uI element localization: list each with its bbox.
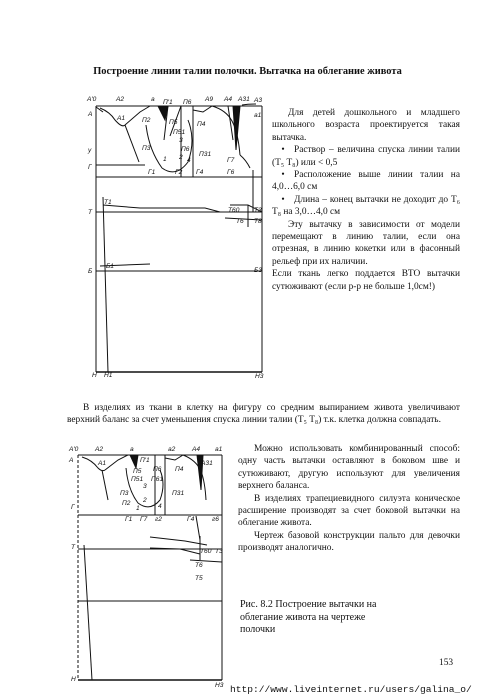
source-url: http://www.liveinternet.ru/users/galina_o/: [230, 684, 472, 695]
label-y: у: [88, 147, 92, 154]
label-A0p: A′0: [87, 96, 97, 103]
label-T: Т: [88, 209, 93, 216]
bullet-raствор: [272, 144, 460, 169]
page-title: Построение линии талии полочки. Вытачка на облегание живота: [93, 66, 402, 77]
label2-H: Н: [71, 676, 76, 683]
page-number: 153: [439, 658, 454, 668]
label-P31: П31: [199, 151, 212, 158]
label-P1p: П′1: [163, 99, 173, 106]
label-G6: Г6: [227, 169, 235, 176]
label-A4: A4: [224, 96, 233, 103]
label-H3: Н3: [255, 373, 264, 380]
label-n3: 3: [179, 137, 183, 144]
label-A1: A1: [117, 115, 126, 122]
label2-A: A: [69, 457, 74, 464]
label2-A4: A4: [192, 446, 201, 453]
label-T8: Т8: [254, 218, 262, 225]
label2-G6: г6: [212, 516, 219, 523]
bullet-length: [272, 194, 460, 219]
label2-G1: Г1: [125, 516, 133, 523]
lower-paragraph-2: В изделиях трапециевидного силуэта коническое расширение производят за счет боковой вытачки на облегание живота.: [238, 493, 460, 529]
label2-P61: П61: [151, 476, 164, 483]
label-G: Г: [88, 164, 92, 171]
bullet-text-2: Расположение выше линии талии на 4,0…6,0 см: [272, 170, 460, 193]
label2-G4: Г4: [187, 516, 195, 523]
figure-caption: Рис. 8.2 Построение вытачки на облегание живота на чертеже полочки: [240, 599, 377, 635]
label2-P2: П2: [122, 500, 131, 507]
label-G1: Г1: [148, 169, 156, 176]
lower-paragraph-3: Чертеж базовой конструкции пальто для девочки производят аналогично.: [238, 530, 460, 554]
label-a1: a1: [254, 112, 262, 119]
label-G4: Г4: [196, 169, 204, 176]
label-A2: A2: [116, 96, 125, 103]
label2-T5: Т5: [195, 575, 203, 582]
lower-text-block: [238, 443, 460, 555]
bullet-icon: •: [281, 170, 285, 181]
label-P6: П6: [183, 99, 192, 106]
label2-P3: П3: [120, 490, 129, 497]
label2-n2: 2: [143, 497, 147, 504]
label-T1: Т1: [104, 199, 112, 206]
label2-n4: 4: [158, 503, 162, 510]
label2-P5: П5: [133, 468, 142, 475]
label-A3: A3: [254, 97, 263, 104]
label-P51: П51: [173, 129, 186, 136]
label2-a2: a2: [168, 446, 176, 453]
label2-a: a: [130, 446, 134, 453]
label-P5: П5: [169, 119, 178, 126]
label2-P51: П51: [131, 476, 144, 483]
label-T60: Т60: [228, 207, 240, 214]
label2-A31: A31: [201, 460, 213, 467]
label2-a1: a1: [215, 446, 223, 453]
label-H1: Н1: [104, 372, 113, 379]
label-n1: 1: [163, 156, 167, 163]
intro-text: Для детей дошкольного и младшего школьного возраста проектируется такая вытачка.: [272, 108, 460, 143]
label-B: Б: [88, 268, 93, 275]
label2-T6: Т6: [195, 562, 203, 569]
label2-P31: П31: [172, 490, 185, 497]
bullet-icon: •: [281, 194, 285, 205]
label-P4: П4: [197, 121, 206, 128]
label-T6: Т6: [236, 218, 244, 225]
label2-A2: A2: [95, 446, 104, 453]
paragraph-vto: Если ткань легко поддается ВТО вытачки сутюживают (если р-р не больше 1,0см!): [272, 269, 460, 292]
label2-A1: A1: [98, 460, 107, 467]
label-B3: Б3: [254, 267, 262, 274]
label-B1: Б1: [106, 263, 114, 270]
label2-A0p: A′0: [69, 446, 79, 453]
label-n4: 4: [187, 157, 191, 164]
label-T3: Т3: [254, 207, 262, 214]
right-paragraph-1: [272, 107, 460, 293]
label2-T3: Т3: [215, 548, 223, 555]
label-a: a: [151, 96, 155, 103]
bullet-icon: •: [281, 145, 285, 156]
bullet-text-3: Длина – конец вытачки не доходит до Т₆ Т₈ на 3,0…4,0 см: [272, 194, 460, 218]
label-A9: A9: [205, 96, 214, 103]
label-A: A: [88, 111, 93, 118]
label-P2: П2: [142, 117, 151, 124]
label-H: Н: [92, 372, 97, 379]
label2-n3: 3: [143, 483, 147, 490]
label2-T: Т: [71, 544, 76, 551]
label2-P4: П4: [175, 466, 184, 473]
label2-G2: г2: [155, 516, 162, 523]
label2-P1p: П′1: [140, 457, 150, 464]
label-P6b: П6: [181, 146, 190, 153]
middle-paragraph: В изделиях из ткани в клетку на фигуру со средним выпиранием живота увеличивают верхний баланс за счет уменьшения спуска линии талии (Т₅ Т₈) т.к. клетка должна совпадать.: [67, 403, 460, 426]
label-A31: A31: [238, 96, 250, 103]
label2-G7: Г7: [140, 516, 148, 523]
label-n2: 2: [179, 154, 183, 161]
label2-P6: П6: [153, 466, 162, 473]
lower-paragraph-1: Можно использовать комбинированный способ: одну часть вытачки оставляют в боковом шве и сутюживают, другую используют для увеличения верхнего баланса.: [238, 444, 460, 492]
label2-H3: Н3: [215, 682, 224, 689]
label-P3: П3: [142, 145, 151, 152]
label2-G: Г: [71, 504, 75, 511]
label-G7: Г7: [227, 157, 235, 164]
label-G2: Г2: [175, 169, 183, 176]
bullet-text-1: Раствор – величина спуска линии талии (Т₅ Т₈) или < 0,5: [272, 145, 460, 168]
label2-n1: 1: [136, 505, 140, 512]
label2-T60: Т60: [200, 548, 212, 555]
paragraph-moving: Эту вытачку в зависимости от модели перемещают в линию талии, если она отрезная, в линию кокетки или в фасонный рельеф при их наличии.: [272, 219, 460, 267]
bullet-location: [272, 169, 460, 194]
